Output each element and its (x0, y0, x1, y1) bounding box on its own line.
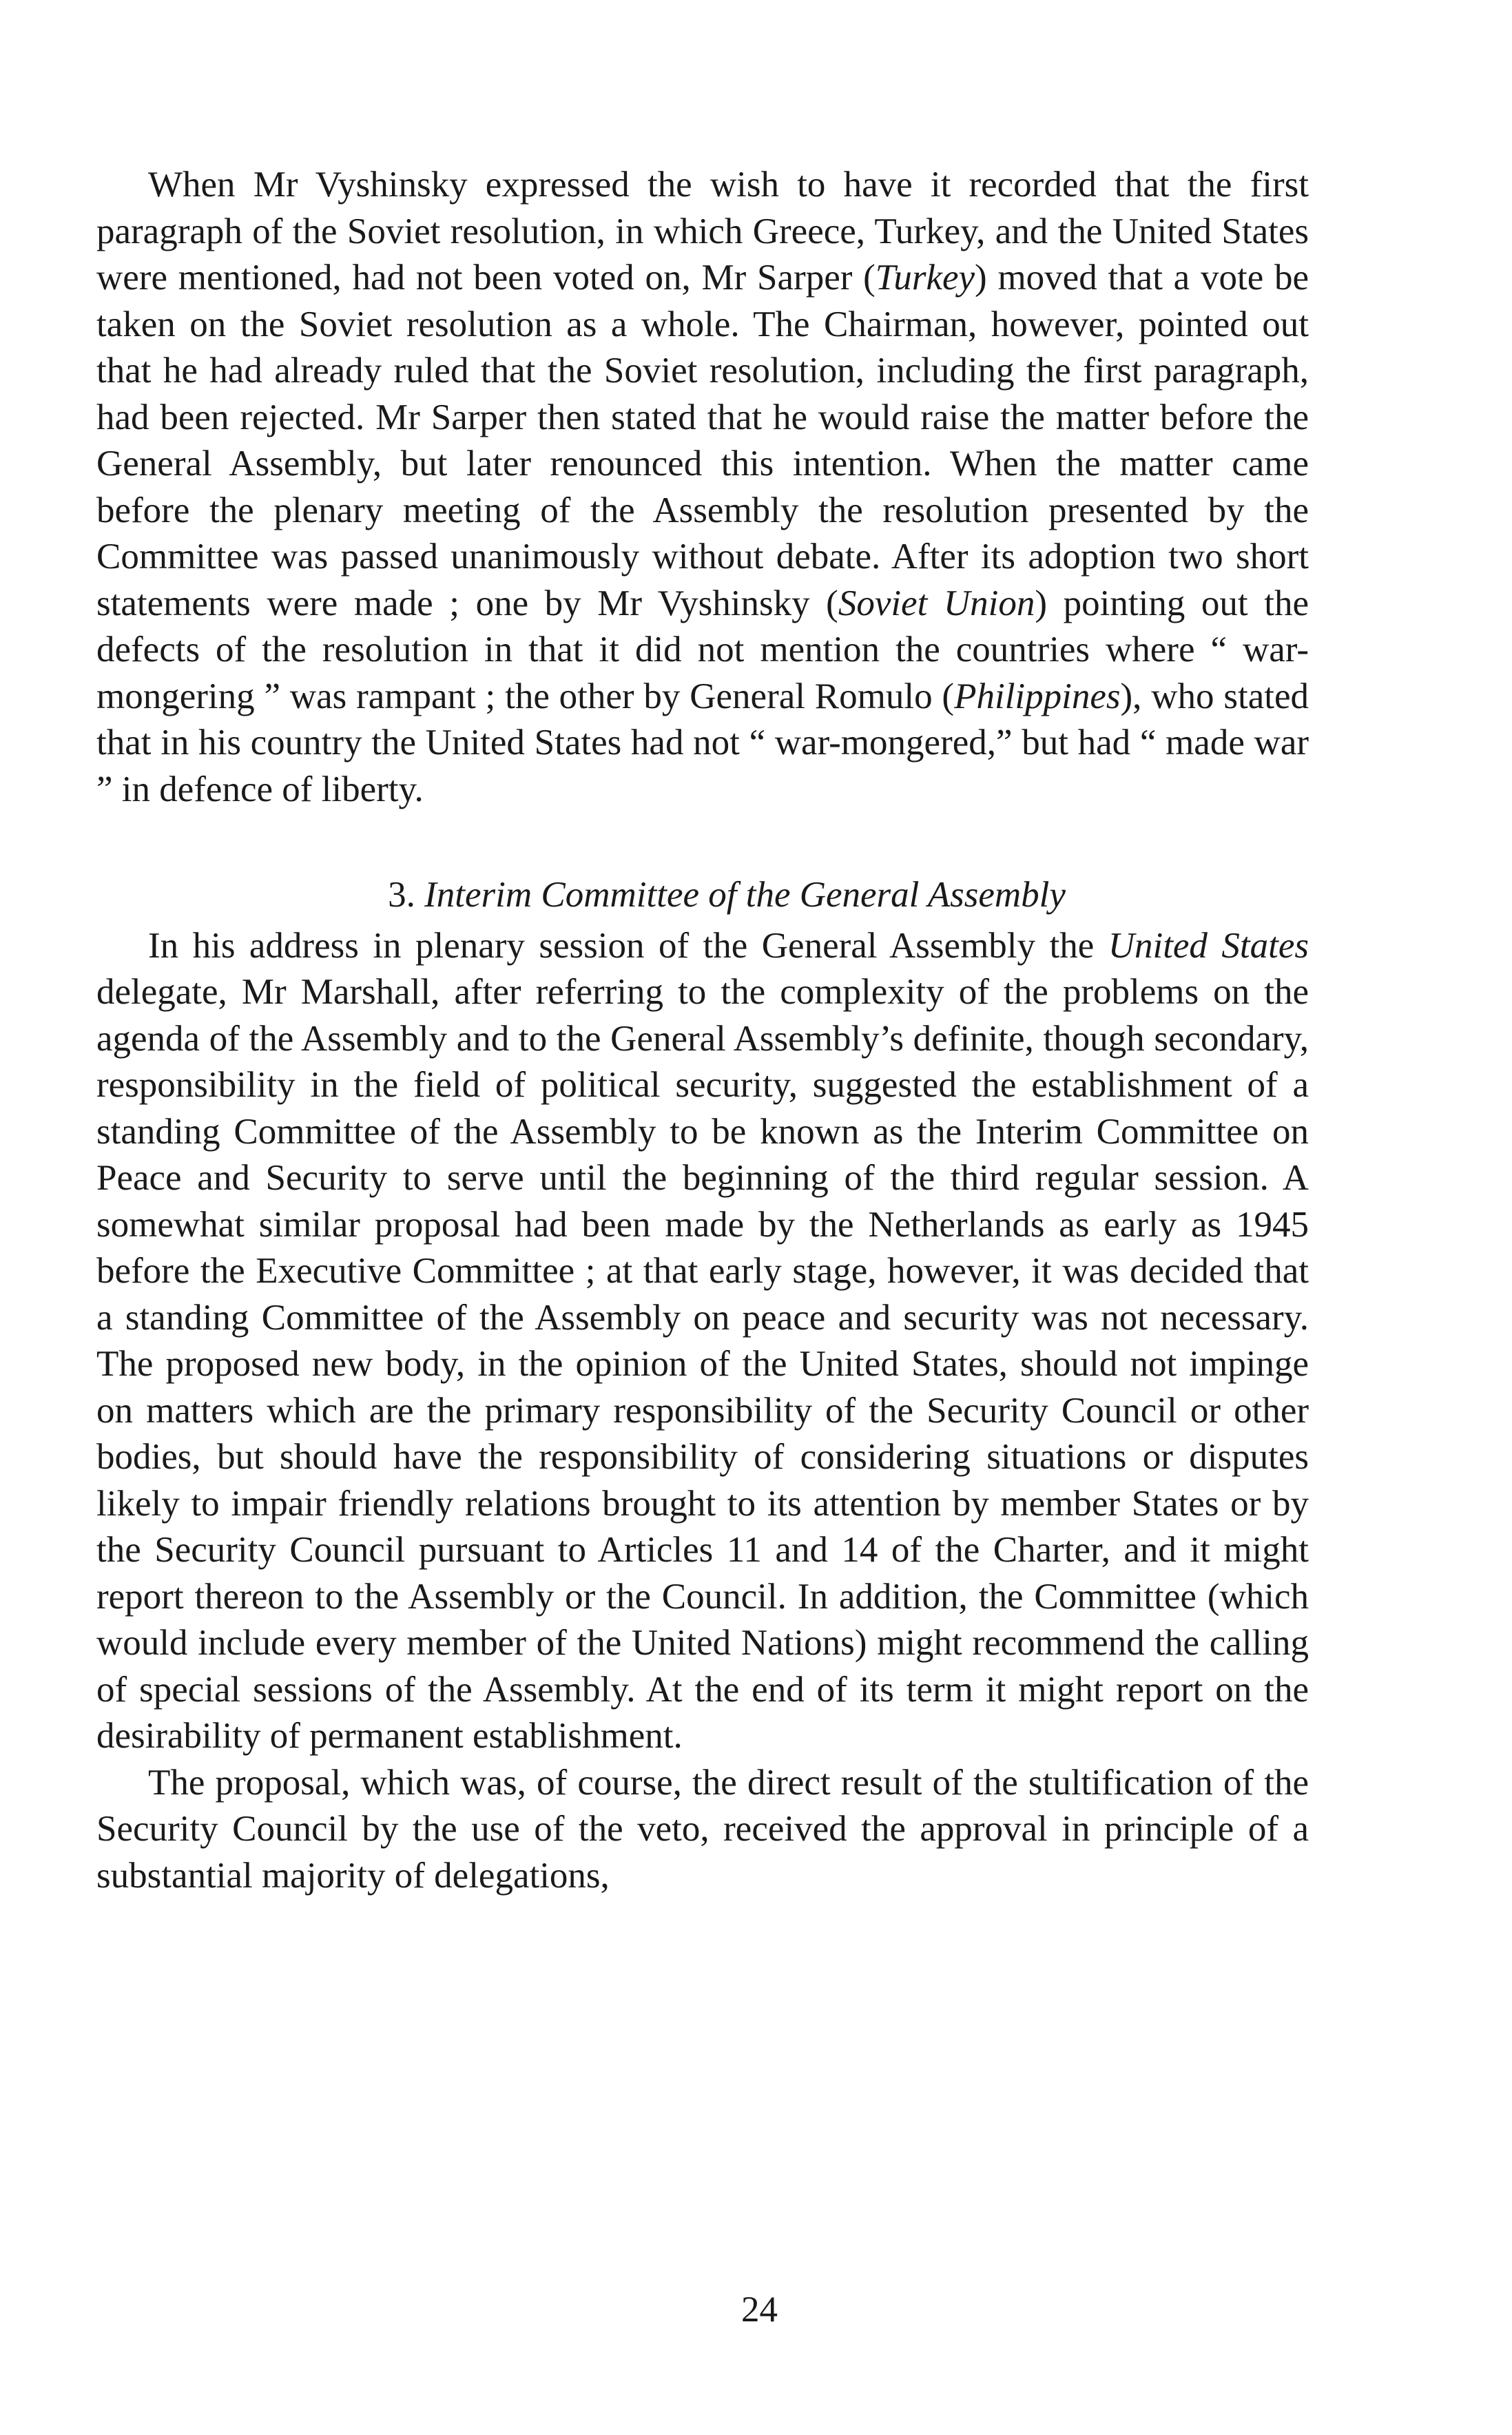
text-run: In his address in plenary session of the General Assembly the (148, 925, 1108, 966)
body-paragraph-3 (96, 1760, 1309, 1900)
body-paragraph-2 (96, 923, 1309, 1760)
text-run: ) moved that a vote be taken on the Soviet resolution as a whole. The Chairman, however, pointed out that he had already ruled that the Soviet resolution, including the first paragraph, had been rejected. Mr Sarper then stated that he would raise the matter before the General Assembly, but later renounced this intention. When the matter came before the plenary meeting of the Assembly the resolution presented by the Committee was passed unanimously without debate. After its adoption two short statements were made ; one by Mr Vyshinsky ( (96, 258, 1309, 623)
text-run: ), who stated that in his country the United States had not “ war-mongered,” but had “ made war ” in defence of liberty. (96, 676, 1309, 809)
italic-country-name: Soviet Union (838, 583, 1035, 623)
body-paragraph-1 (96, 162, 1309, 813)
text-run: delegate, Mr Marshall, after referring to the complexity of the problems on the agenda of the Assembly and to the General Assembly’s definite, though secondary, responsibility in the field of political security, suggested the establishment of a standing Committee of the Assembly to be known as the Interim Committee on Peace and Security to serve until the beginning of the third regular session. A somewhat similar proposal had been made by the Netherlands as early as 1945 before the Executive Committee ; at that early stage, however, it was decided that a standing Committee of the Assembly on peace and security was not necessary. The proposed new body, in the opinion of the United States, should not impinge on matters which are the primary responsibility of the Security Council or other bodies, but should have the responsibility of considering situations or disputes likely to impair friendly relations brought to its attention by member States or by the Security Council pursuant to Articles 11 and 14 of the Charter, and it might report thereon to the Assembly or the Council. In addition, the Committee (which would include every member of the United Nations) might recommend the calling of special sessions of the Assembly. At the end of its term it might report on the desirability of permanent establishment. (96, 972, 1309, 1756)
text-run: ) pointing out the defects of the resolution in that it did not mention the countries where “ war-mongering ” was rampant ; the other by General Romulo ( (96, 583, 1309, 716)
page-number: 24 (741, 2290, 778, 2330)
document-page (96, 162, 1309, 1899)
text-run: The proposal, which was, of course, the direct result of the stultification of the Security Council by the use of the veto, received the approval in principle of a substantial majority of delegations, (96, 1762, 1309, 1896)
text-run: When Mr Vyshinsky expressed the wish to have it recorded that the first paragraph of the Soviet resolution, in which Greece, Turkey, and the United States were mentioned, had not been voted on, Mr Sarper ( (96, 165, 1309, 298)
italic-country-name: Turkey (875, 258, 975, 298)
section-number: 3. (388, 875, 415, 915)
section-title: Interim Committee of the General Assembly (424, 875, 1066, 915)
italic-country-name: United States (1108, 925, 1309, 966)
italic-country-name: Philippines (954, 676, 1121, 716)
section-heading (96, 872, 1309, 919)
